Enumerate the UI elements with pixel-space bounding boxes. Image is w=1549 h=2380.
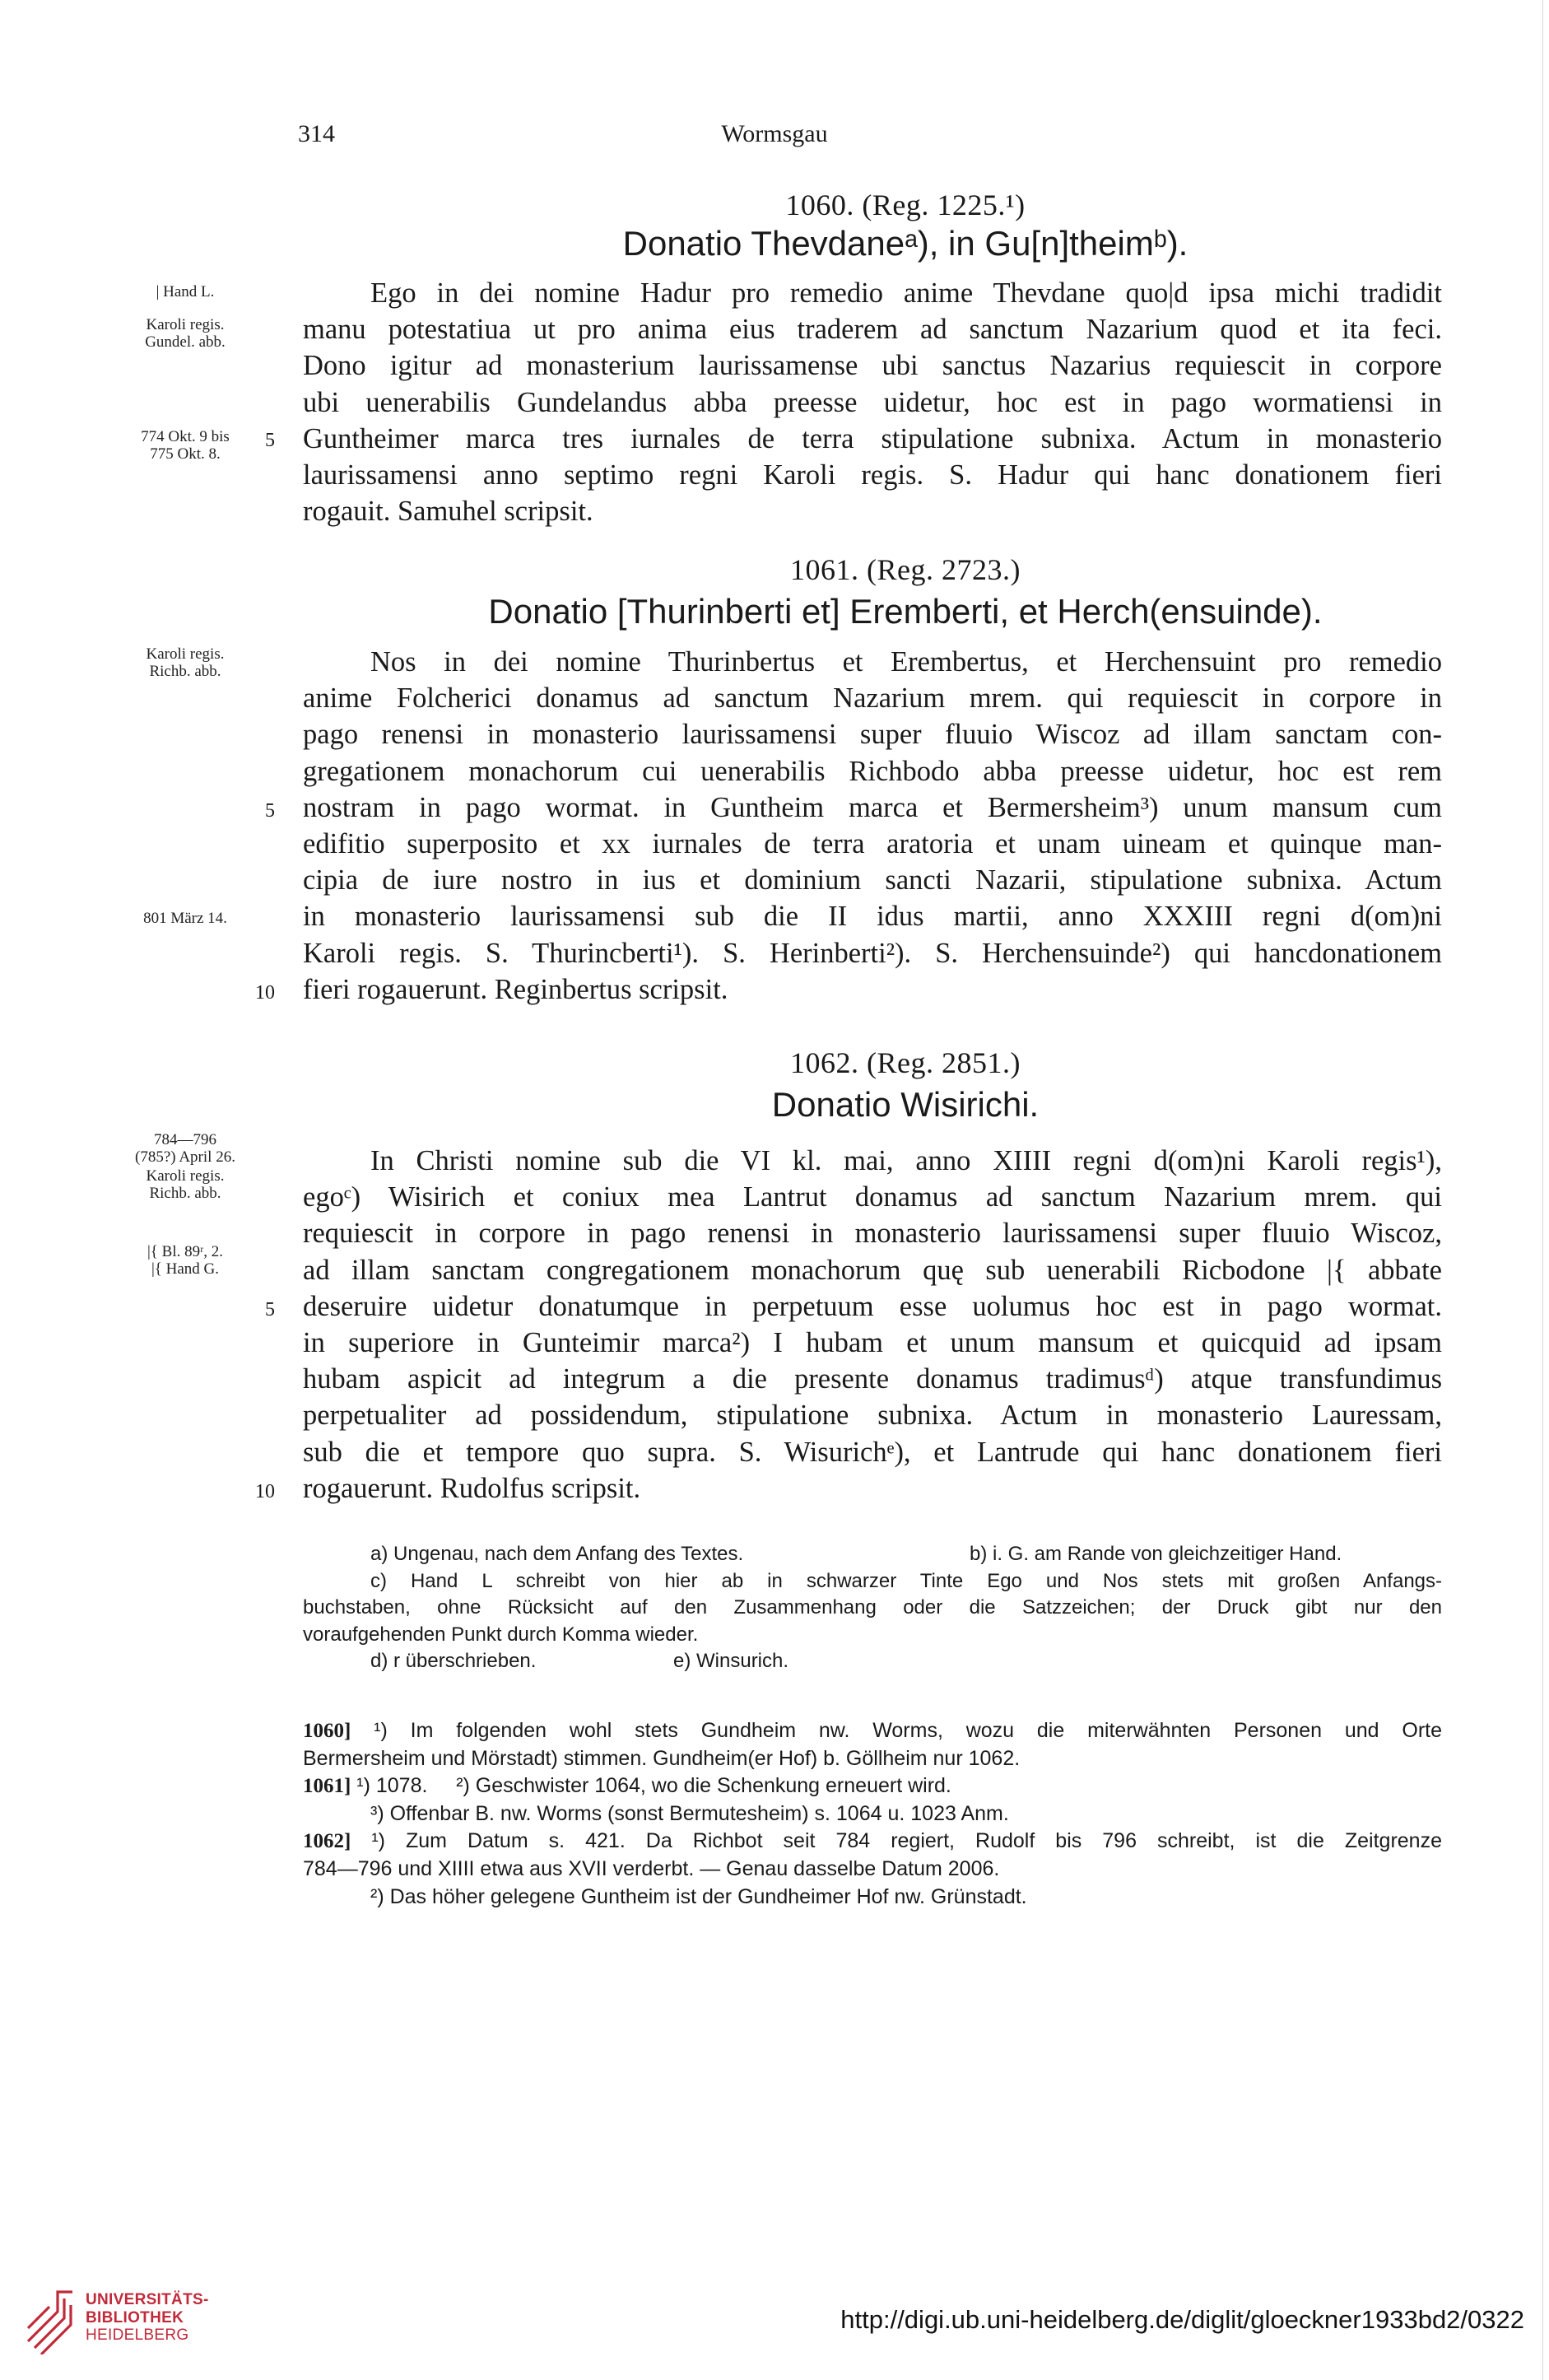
- text-line: rogauerunt. Rudolfus scripsit.: [303, 1472, 641, 1504]
- margin-note: Richb. abb.: [149, 663, 221, 680]
- text-line: in superiore in Gunteimir marca²) I hubam et unum mansum et quicquid ad ipsam: [303, 1326, 1442, 1358]
- margin-note: | Hand L.: [156, 283, 215, 300]
- commentary-line: ²) Das höher gelegene Guntheim ist der Gundheimer Hof nw. Grünstadt.: [370, 1884, 1027, 1908]
- commentary-ref: 1060]: [303, 1720, 351, 1742]
- text-line: pago renensi in monasterio laurissamensi super fluuio Wiscoz ad illam sanctam con-: [303, 719, 1442, 751]
- text-line: sub die et tempore quo supra. S. Wisurichᵉ), et Lantrude qui hanc donationem fieri: [303, 1436, 1442, 1468]
- scan-edge: [1542, 0, 1543, 2380]
- note-c-cont: voraufgehenden Punkt durch Komma wieder.: [303, 1623, 699, 1646]
- commentary-line: 1061] ¹) 1078. ²) Geschwister 1064, wo die Schenkung erneuert wird.: [303, 1774, 951, 1798]
- commentary-line: 1062] ¹) Zum Datum s. 421. Da Richbot seit 784 regiert, Rudolf bis 796 schreibt, ist die Zeitgrenze: [303, 1829, 1442, 1853]
- margin-note: 801 März 14.: [143, 910, 227, 927]
- margin-note: Karoli regis.: [146, 316, 225, 333]
- library-name: [86, 2291, 209, 2345]
- text-line: ad illam sanctam congregationem monachorum quę sub uenerabili Ricbodone |{ abbate: [303, 1254, 1442, 1286]
- text-line: Nos in dei nomine Thurinbertus et Erembertus, et Herchensuint pro remedio: [370, 646, 1442, 678]
- textual-notes: [303, 1541, 1442, 1675]
- margin-note: 784—796: [154, 1131, 216, 1148]
- doc-1062-title: Donatio Wisirichi.: [771, 1085, 1040, 1124]
- doc-1060-body: [303, 275, 1442, 529]
- text-line: nostram in pago wormat. in Guntheim marca et Bermersheim³) unum mansum cum: [303, 791, 1442, 823]
- line-number: 5: [265, 1299, 275, 1320]
- line-number: 10: [255, 1481, 275, 1502]
- margin-note: (785?) April 26.: [135, 1148, 235, 1166]
- text-line: rogauit. Samuhel scripsit.: [303, 496, 593, 528]
- margin-note: Richb. abb.: [149, 1185, 221, 1202]
- commentary-line: Bermersheim und Mörstadt) stimmen. Gundheim(er Hof) b. Göllheim nur 1062.: [303, 1746, 1021, 1770]
- text-line: cipia de iure nostro in ius et dominium sancti Nazarii, stipulatione subnixa. Actum: [303, 864, 1442, 897]
- note-d: d) r überschrieben.: [370, 1650, 537, 1673]
- margin-note: 775 Okt. 8.: [150, 445, 221, 463]
- commentary: [303, 1717, 1442, 1911]
- text-line: manu potestatiua ut pro anima eius traderem ad sanctum Nazarium quod et ita feci.: [303, 314, 1442, 346]
- text-line: in monasterio laurissamensi sub die II idus martii, anno XXXIII regni d(om)ni: [303, 901, 1442, 933]
- text-line: ubi uenerabilis Gundelandus abba preesse uidetur, hoc est in pago wormatiensi in: [303, 386, 1442, 418]
- page-number: 314: [298, 120, 335, 147]
- text-line: deseruire uidetur donatumque in perpetuum esse uolumus hoc est in pago wormat.: [303, 1290, 1442, 1322]
- doc-1061-title: Donatio [Thurinberti et] Eremberti, et Herch(ensuinde).: [488, 592, 1323, 631]
- note-c: c) Hand L schreibt von hier ab in schwarzer Tinte Ego und Nos stets mit großen Anfangs-: [370, 1569, 1442, 1592]
- line-number: 5: [265, 800, 275, 822]
- text-line: Karoli regis. S. Thurincberti¹). S. Herinberti²). S. Herchensuinde²) qui hancdonationem: [303, 937, 1442, 969]
- text-line: anime Folcherici donamus ad sanctum Nazarium mrem. qui requiescit in corpore in: [303, 682, 1442, 715]
- line-number: 10: [255, 982, 275, 1004]
- doc-1060-number: 1060. (Reg. 1225.¹): [785, 189, 1026, 221]
- commentary-ref: 1062]: [303, 1830, 351, 1853]
- note-row: [303, 1648, 1442, 1675]
- library-line: HEIDELBERG: [86, 2326, 189, 2344]
- text-line: gregationem monachorum cui uenerabilis Richbodo abba preesse uidetur, hoc est rem: [303, 755, 1442, 787]
- text-line: laurissamensi anno septimo regni Karoli regis. S. Hadur qui hanc donationem fieri: [303, 459, 1442, 491]
- margin-note: |{ Hand G.: [151, 1260, 220, 1278]
- text-line: Ego in dei nomine Hadur pro remedio anime Thevdane quo|d ipsa michi tradidit: [370, 277, 1442, 309]
- commentary-line: 784—796 und XIIII etwa aus XVII verderbt. — Genau dasselbe Datum 2006.: [303, 1856, 1000, 1880]
- margin-note: |{ Bl. 89ʳ, 2.: [147, 1243, 223, 1260]
- note-a: a) Ungenau, nach dem Anfang des Textes.: [370, 1543, 744, 1565]
- text-line: egoᶜ) Wisirich et coniux mea Lantrut donamus ad sanctum Nazarium mrem. qui: [303, 1181, 1442, 1213]
- margin-note: 774 Okt. 9 bis: [141, 428, 230, 445]
- text-line: In Christi nomine sub die VI kl. mai, anno XIIII regni d(om)ni Karoli regis¹),: [370, 1145, 1442, 1176]
- note-row: [303, 1541, 1442, 1568]
- library-logo-icon: [25, 2284, 76, 2354]
- text-line: requiescit in corpore in pago renensi in monasterio laurissamensi super fluuio Wiscoz,: [303, 1218, 1442, 1250]
- doc-1061-number: 1061. (Reg. 2723.): [790, 553, 1021, 586]
- text-line: Guntheimer marca tres iurnales de terra stipulatione subnixa. Actum in monasterio: [303, 422, 1442, 454]
- note-b: b) i. G. am Rande von gleichzeitiger Hand.: [970, 1543, 1342, 1565]
- running-title: Wormsgau: [721, 120, 828, 147]
- commentary-ref: 1061]: [303, 1775, 351, 1798]
- text-line: edifitio superposito et xx iurnales de terra aratoria et unam uineam et quinque man-: [303, 827, 1442, 859]
- text-line: Dono igitur ad monasterium laurissamense ubi sanctus Nazarius requiescit in corpore: [303, 350, 1442, 382]
- margin-note: Gundel. abb.: [145, 333, 226, 351]
- library-line: UNIVERSITÄTS-: [86, 2291, 209, 2308]
- doc-1062-body: [303, 1143, 1442, 1507]
- doc-1061-body: [303, 644, 1442, 1008]
- margin-note: Karoli regis.: [146, 1167, 225, 1185]
- commentary-line: ³) Offenbar B. nw. Worms (sonst Bermutesheim) s. 1064 u. 1023 Anm.: [370, 1801, 1009, 1825]
- text-line: perpetualiter ad possidendum, stipulatione subnixa. Actum in monasterio Lauressam,: [303, 1400, 1442, 1432]
- doc-1060-title: Donatio Thevdaneᵃ), in Gu[n]theimᵇ).: [622, 224, 1188, 263]
- text-line: fieri rogauerunt. Reginbertus scripsit.: [303, 973, 728, 1005]
- note-c-cont: buchstaben, ohne Rücksicht auf den Zusammenhang oder die Satzzeichen; der Druck gibt nur den: [303, 1596, 1442, 1619]
- doc-1062-number: 1062. (Reg. 2851.): [790, 1046, 1021, 1079]
- line-number: 5: [265, 430, 275, 451]
- note-e: e) Winsurich.: [673, 1650, 789, 1673]
- commentary-line: 1060] ¹) Im folgenden wohl stets Gundheim nw. Worms, wozu die miterwähnten Personen und Orte: [303, 1719, 1442, 1742]
- margin-note: Karoli regis.: [146, 645, 225, 663]
- library-line: BIBLIOTHEK: [86, 2308, 184, 2326]
- text-line: hubam aspicit ad integrum a die presente donamus tradimusᵈ) atque transfundimus: [303, 1363, 1442, 1395]
- source-url-link[interactable]: http://digi.ub.uni-heidelberg.de/diglit/gloeckner1933bd2/0322: [840, 2305, 1524, 2334]
